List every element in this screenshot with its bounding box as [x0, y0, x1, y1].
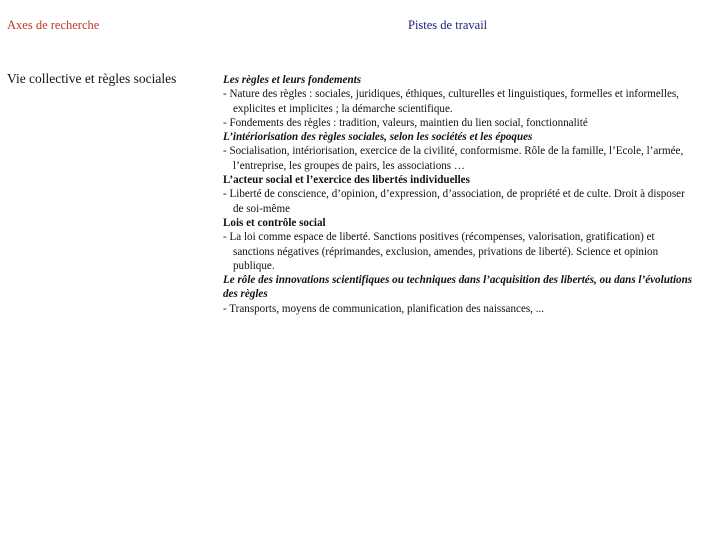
right-column-header: Pistes de travail — [408, 18, 488, 32]
research-axis-title: Vie collective et règles sociales — [7, 71, 177, 86]
list-item: - La loi comme espace de liberté. Sanctions positives (récompenses, valorisation, gratification) et sanctions négatives (réprimandes, exclusion, amendes, privations de liberté). Science et opinion publique. — [223, 231, 659, 272]
section-heading: Lois et contrôle social — [223, 216, 326, 229]
work-tracks-list — [223, 73, 693, 316]
section-heading: Le rôle des innovations scientifiques ou techniques dans l’acquisition des libertés, ou dans l’évolutions des règles — [223, 274, 693, 301]
list-item: - Liberté de conscience, d’opinion, d’expression, d’association, de propriété et de culte. Droit à disposer de soi-même — [223, 188, 685, 215]
list-item: - Socialisation, intériorisation, exercice de la civilité, conformisme. Rôle de la famille, l’Ecole, l’armée, l’entreprise, les groupes de pairs, les associations … — [223, 145, 684, 172]
left-column-header: Axes de recherche — [7, 18, 100, 32]
section-heading: Les règles et leurs fondements — [223, 74, 362, 86]
list-item: - Transports, moyens de communication, planification des naissances, ... — [223, 302, 545, 315]
section-heading: L’acteur social et l’exercice des libertés individuelles — [223, 174, 470, 187]
list-item: - Fondements des règles : tradition, valeurs, maintien du lien social, fonctionnalité — [223, 116, 588, 129]
section-heading: L’intériorisation des règles sociales, selon les sociétés et les époques — [223, 131, 533, 144]
list-item: - Nature des règles : sociales, juridiques, éthiques, culturelles et linguistiques, formelles et informelles, explicites et implicites ; la démarche scientifique. — [223, 88, 679, 115]
